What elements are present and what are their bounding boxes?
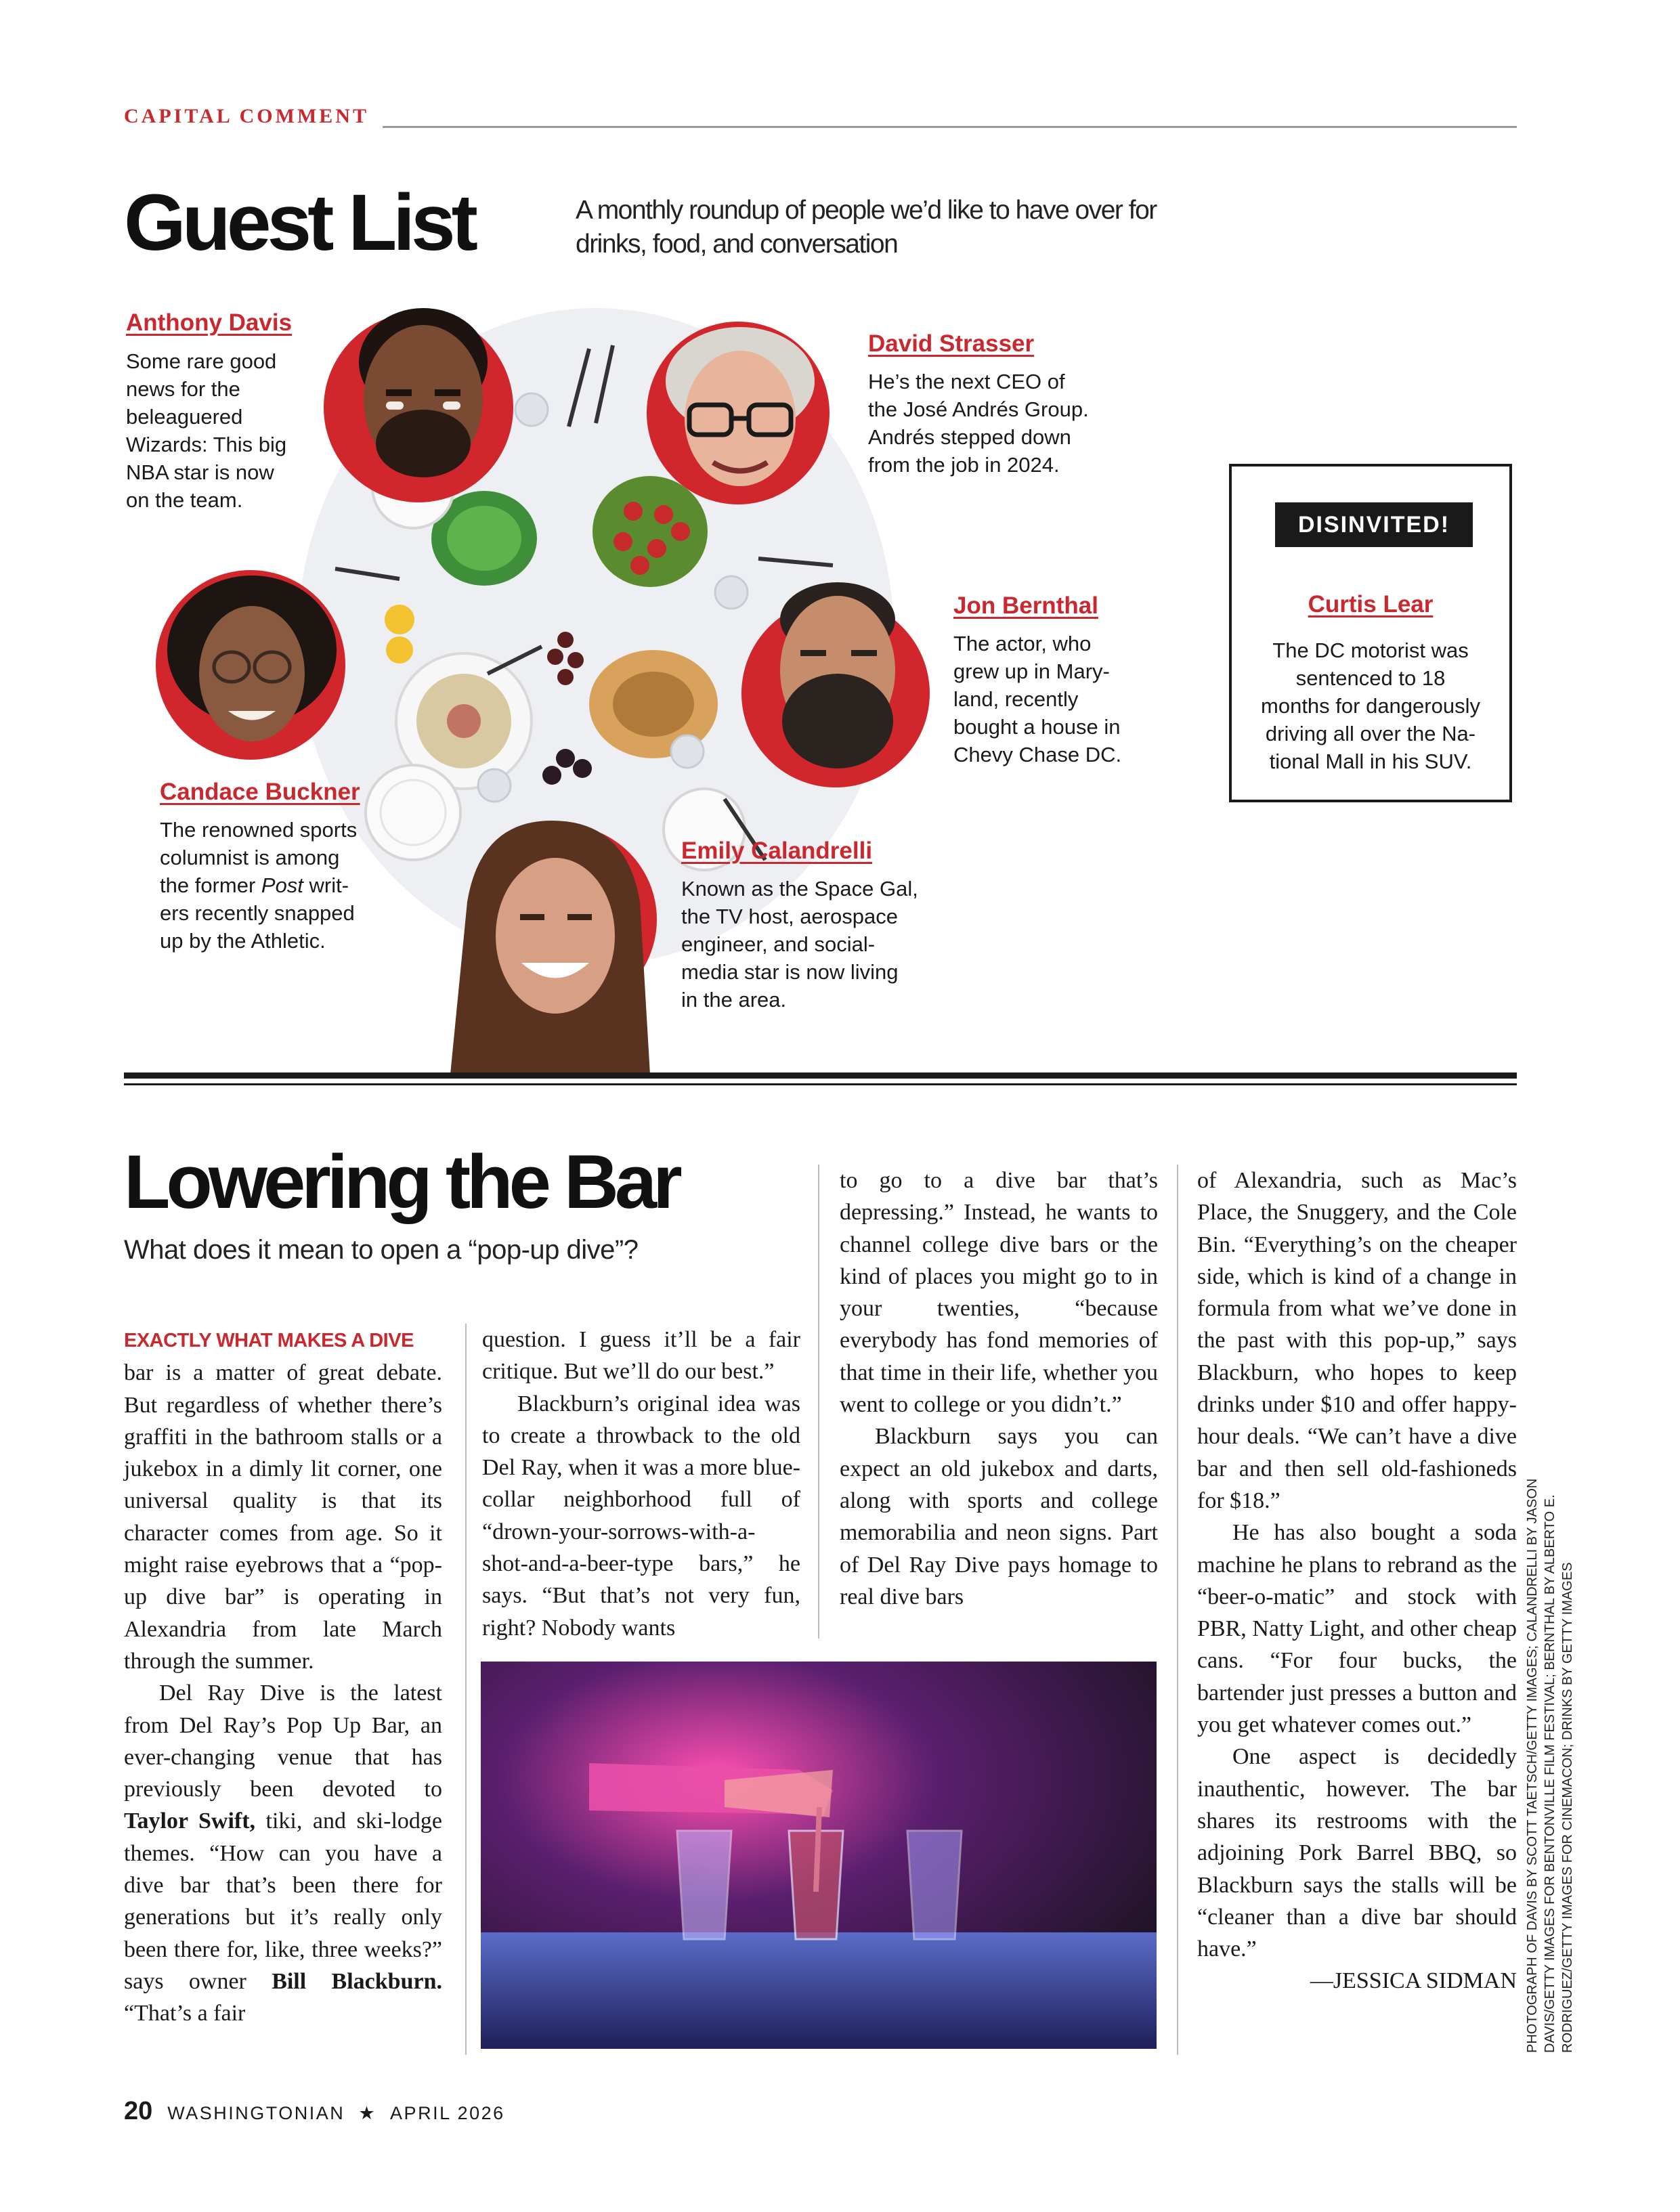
blurb-line: The DC motorist was — [1272, 638, 1469, 662]
guest-blurb-emily-calandrelli — [681, 875, 952, 1014]
blurb-line: tional Mall in his SUV. — [1269, 750, 1472, 773]
blurb-line: The renowned sports — [160, 818, 358, 842]
blurb-line: Andrés stepped down — [868, 425, 1071, 449]
article-column-3 — [840, 1165, 1158, 1613]
blurb-line: news for the — [126, 377, 240, 401]
blurb-line: on the team. — [126, 488, 243, 512]
guest-name-candace-buckner[interactable]: Candace Buckner — [160, 779, 360, 805]
guest-list-title: Guest List — [124, 178, 474, 267]
article-column-2 — [482, 1324, 800, 1644]
column-rule — [818, 1165, 819, 1639]
blurb-line: Some rare good — [126, 349, 277, 373]
page-number: 20 — [124, 2097, 153, 2125]
blurb-line: sentenced to 18 — [1295, 666, 1446, 690]
guest-blurb-candace-buckner — [160, 816, 383, 955]
bold-name: Bill Blackburn. — [272, 1968, 442, 1994]
blurb-line: ers recently snapped — [160, 901, 355, 925]
text-run: “That’s a fair — [124, 2001, 246, 2026]
paragraph: One aspect is decidedly inauthentic, however. The bar shares its restrooms with the adjoining Pork Barrel BBQ, so Blackburn says the stalls will be “cleaner than a dive bar should have.” — [1197, 1744, 1517, 1962]
blurb-line: the TV host, aerospace — [681, 905, 898, 928]
blurb-fragment: the former — [160, 873, 261, 897]
guest-list-deck: A monthly roundup of people we’d like to have over for drinks, food, and conversation — [576, 196, 1157, 259]
candace-buckner-photo — [157, 572, 347, 755]
blurb-line: He’s the next CEO of — [868, 370, 1065, 393]
blurb-line: Chevy Chase DC. — [953, 743, 1122, 766]
guest-blurb-anthony-davis — [126, 347, 329, 514]
page-footer — [124, 2097, 505, 2126]
paragraph: Blackburn’s original idea was to create a throwback to the old Del Ray, when it was a more blue-collar neighborhood full of “drown-your-sorrows-with-a-shot-and-a-beer-type bars,” he says. “But that’s not very fun, right? Nobody wants — [482, 1391, 800, 1641]
guest-name-jon-bernthal[interactable]: Jon Bernthal — [953, 592, 1098, 619]
shots-photo — [481, 1662, 1157, 2049]
column-rule — [1177, 1165, 1178, 2055]
blurb-line: columnist is among — [160, 846, 340, 869]
blurb-line: in the area. — [681, 988, 787, 1012]
paragraph: to go to a dive bar that’s depressing.” Instead, he wants to channel college dive bars or the kind of places you might go to in your twenties, “because everybody has fond memories of that time in their life, whether you went to college or you didn’t.” — [840, 1168, 1158, 1418]
blurb-line: beleaguered — [126, 405, 243, 429]
blurb-line: Wizards: This big — [126, 433, 287, 456]
paragraph: Blackburn says you can expect an old jukebox and darts, along with sports and college memorabilia and neon signs. Part of Del Ray Dive pays homage to real dive bars — [840, 1424, 1158, 1609]
blurb-line: media star is now living — [681, 960, 899, 984]
blurb-line: engineer, and social- — [681, 932, 876, 956]
photo-credit: PHOTOGRAPH OF DAVIS BY SCOTT TAETSCH/GETTY IMAGES; CALANDRELLI BY JASON DAVIS/GETTY IMAGES FOR BENTONVILLE FILM FESTIVAL; BERNTHAL BY ALBERTO E. RODRIGUEZ/GETTY IMAGES FOR CINEMACON; DRINKS BY GETTY IMAGES — [1525, 1478, 1575, 2053]
article-title: Lowering the Bar — [124, 1140, 679, 1224]
blurb-line: up by the Athletic. — [160, 929, 326, 953]
section-divider-thin — [124, 1083, 1517, 1085]
blurb-line: the José Andrés Group. — [868, 397, 1089, 421]
anthony-davis-photo — [332, 288, 515, 491]
emily-calandrelli-photo — [440, 821, 664, 1075]
blurb-fragment: writ- — [303, 873, 349, 897]
byline: —JESSICA SIDMAN — [1310, 1968, 1517, 1994]
disinvited-name[interactable]: Curtis Lear — [1308, 591, 1434, 617]
paragraph: bar is a matter of great debate. But regardless of whether there’s graffiti in the bathroom stalls or a jukebox in a dimly lit corner, one universal quality is that its character comes from age. So it might raise eyebrows that a “pop-up dive bar” is operating in Alexandria from late March through the summer. — [124, 1360, 442, 1674]
paragraph: of Alexandria, such as Mac’s Place, the Snuggery, and the Cole Bin. “Everything’s on the cheaper side, which is kind of a change in formula from what we’ve done in the past with this pop-up,” says Blackburn, who hopes to keep drinks under $10 and offer happy-hour deals. “We can’t have a dive bar and then sell old-fashioneds for $18.” — [1197, 1168, 1517, 1513]
photo-credit-rail — [1524, 1444, 1612, 2053]
bold-name: Taylor Swift, — [124, 1808, 256, 1834]
guest-name-emily-calandrelli[interactable]: Emily Calandrelli — [681, 838, 873, 864]
star-icon: ★ — [358, 2103, 377, 2123]
guest-blurb-david-strasser — [868, 368, 1139, 479]
article-lead-in: EXACTLY WHAT MAKES A DIVE — [124, 1330, 414, 1351]
blurb-line: NBA star is now — [126, 460, 274, 484]
blurb-line: from the job in 2024. — [868, 453, 1060, 477]
paragraph: question. I guess it’ll be a fair critique. But we’ll do our best.” — [482, 1327, 800, 1385]
blurb-line: The actor, who — [953, 632, 1092, 655]
paragraph: He has also bought a soda machine he plans to rebrand as the “beer-o-matic” and stock with PBR, Natty Light, and other cheap cans. “For four bucks, the bartender just presses a button and you get whatever comes out.” — [1197, 1520, 1517, 1738]
guest-name-david-strasser[interactable]: David Strasser — [868, 330, 1035, 357]
guest-name-anthony-davis[interactable]: Anthony Davis — [126, 309, 293, 336]
paragraph — [124, 1677, 442, 2029]
blurb-line: bought a house in — [953, 715, 1121, 739]
disinvited-badge: DISINVITED! — [1275, 502, 1473, 547]
publication-name: WASHINGTONIAN — [167, 2103, 345, 2123]
david-strasser-photo — [655, 317, 825, 500]
blurb-line — [160, 871, 383, 899]
text-run: tiki, and ski-lodge themes. “How can you have a dive bar that’s been there for generations but it’s really only been there for, like, three weeks?” says owner — [124, 1808, 442, 1994]
column-rule — [465, 1324, 467, 2055]
post-title-italic: Post — [261, 873, 303, 897]
blurb-line: grew up in Mary- — [953, 659, 1110, 683]
jon-bernthal-photo — [753, 569, 922, 779]
blurb-line: land, recently — [953, 687, 1079, 711]
blurb-line: months for dangerously — [1261, 694, 1480, 718]
section-label: CAPITAL COMMENT — [124, 105, 369, 127]
issue-date: APRIL 2026 — [390, 2103, 505, 2123]
section-rule — [383, 126, 1517, 128]
guest-blurb-jon-bernthal — [953, 630, 1170, 768]
blurb-line: driving all over the Na- — [1265, 722, 1476, 745]
disinvited-blurb — [1229, 636, 1512, 775]
article-column-1 — [124, 1324, 442, 2030]
article-column-4 — [1197, 1165, 1517, 1997]
text-run: Del Ray Dive is the latest from Del Ray’s Pop Up Bar, an ever-changing venue that has previously been devoted to — [124, 1680, 442, 1802]
article-deck: What does it mean to open a “pop-up dive”? — [124, 1235, 639, 1265]
section-divider-thick — [124, 1072, 1517, 1079]
blurb-line: Known as the Space Gal, — [681, 877, 918, 901]
